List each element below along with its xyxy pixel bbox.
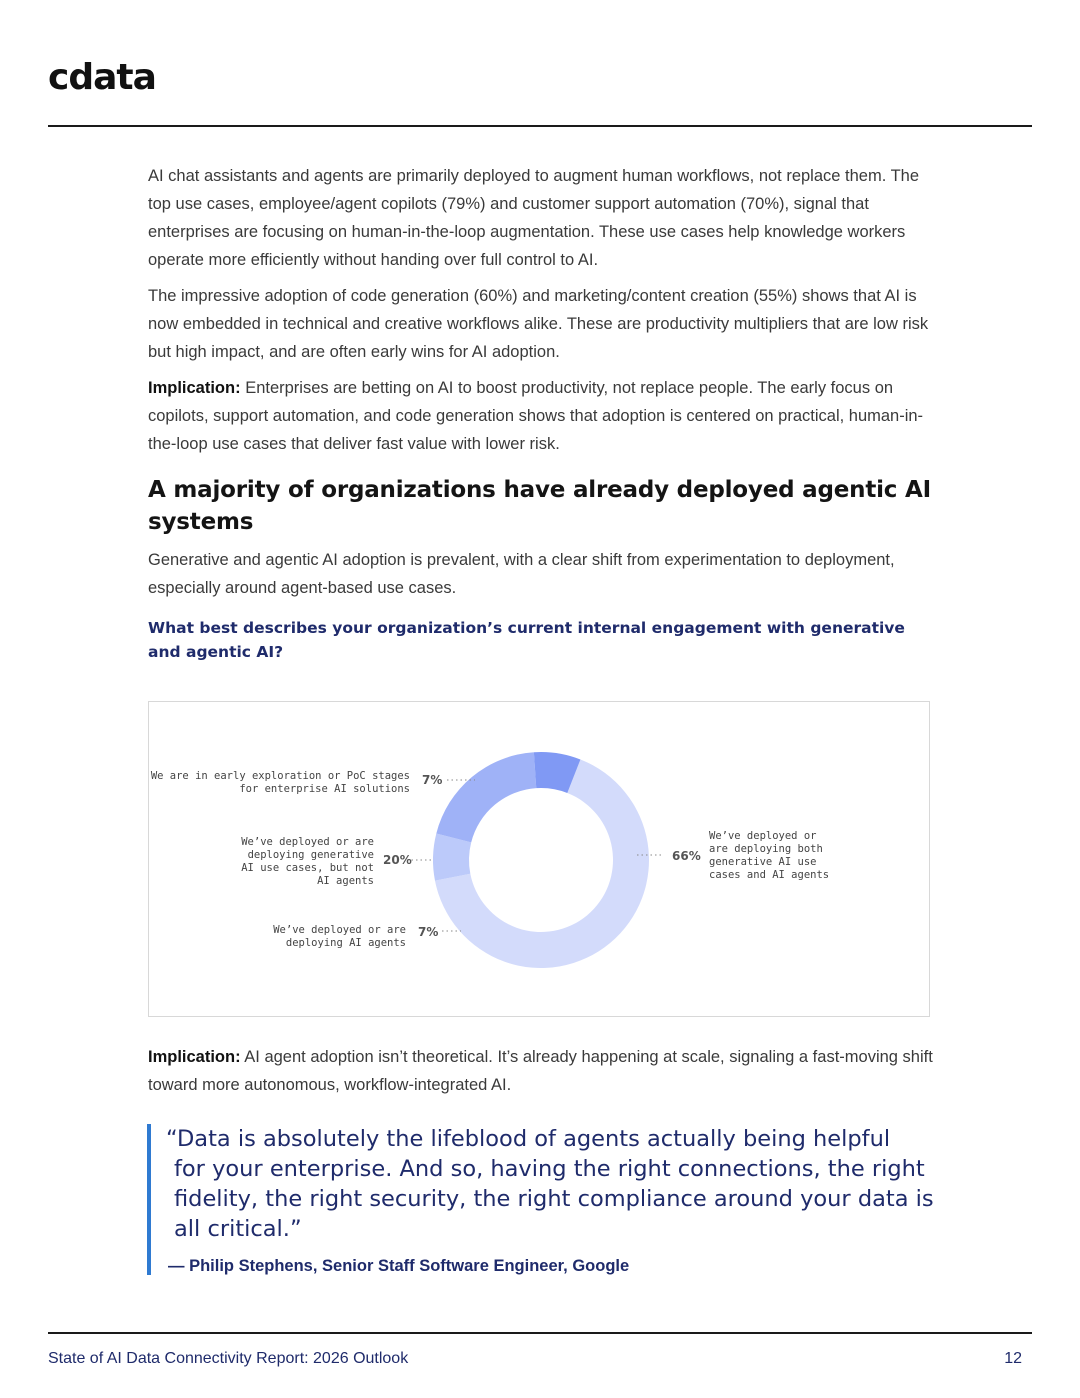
pct-early-exploration: 7%	[422, 773, 443, 787]
quote-line: all critical.”	[174, 1216, 302, 1242]
paragraph-2: The impressive adoption of code generation (60%) and marketing/content creation (55%) shows that AI is now embedded in technical and creative workflows alike. These are productivity multipliers that are low risk but high impact, and are often early wins for AI adoption.	[148, 287, 929, 361]
implication-paragraph-2	[148, 1043, 938, 1107]
quote-line: “Data is absolutely the lifeblood of agents actually being helpful	[166, 1126, 891, 1152]
pull-quote	[166, 1124, 946, 1244]
label-both: We’ve deployed or are deploying both generative AI use cases and AI agents	[709, 830, 830, 881]
section-heading: A majority of organizations have already deployed agentic AI systems	[148, 477, 931, 535]
footer-divider	[48, 1332, 1032, 1334]
paragraph-1: AI chat assistants and agents are primarily deployed to augment human workflows, not replace them. The top use cases, employee/agent copilots (79%) and customer support automation (70%), signal that enterprises are focusing on human-in-the-loop augmentation. These use cases help knowledge workers operate more efficiently without handing over full control to AI.	[148, 167, 920, 269]
label-generative-only: We’ve deployed or are deploying generative AI use cases, but not AI agents	[241, 836, 374, 887]
pct-agents-only: 7%	[418, 925, 439, 939]
slice-generative-only	[436, 752, 536, 842]
label-agents-only: We’ve deployed or are deploying AI agents	[273, 924, 406, 949]
implication-label-2: Implication:	[148, 1048, 241, 1066]
cdata-logo	[48, 58, 156, 98]
header-divider	[48, 125, 1032, 127]
pct-both: 66%	[672, 849, 701, 863]
implication-label: Implication:	[148, 379, 241, 397]
quote-line: for your enterprise. And so, having the right connections, the right	[174, 1156, 925, 1182]
page-number: 12	[1004, 1350, 1022, 1367]
section-intro: Generative and agentic AI adoption is prevalent, with a clear shift from experimentation to deployment, especially around agent-based use cases.	[148, 551, 895, 597]
implication-text: Enterprises are betting on AI to boost productivity, not replace people. The early focus on copilots, support automation, and code generation shows that adoption is centered on practical, human-in-the-loop use cases that deliver fast value with lower risk.	[148, 379, 924, 453]
footer-report-title: State of AI Data Connectivity Report: 2026 Outlook	[48, 1350, 409, 1367]
survey-question: What best describes your organization’s current internal engagement with generative and agentic AI?	[148, 619, 905, 661]
donut-chart-panel	[148, 701, 930, 1017]
quote-line: fidelity, the right security, the right compliance around your data is	[174, 1186, 934, 1212]
pct-generative-only: 20%	[383, 853, 412, 867]
label-early-exploration: We are in early exploration or PoC stages for enterprise AI solutions	[150, 770, 410, 795]
quote-attribution: — Philip Stephens, Senior Staff Software Engineer, Google	[168, 1257, 630, 1275]
implication-paragraph-1	[148, 374, 938, 458]
quote-accent-bar	[147, 1124, 151, 1275]
main-content	[148, 162, 938, 664]
logo-text: cdata	[48, 57, 156, 98]
implication-text-2: AI agent adoption isn’t theoretical. It’s already happening at scale, signaling a fast-moving shift toward more autonomous, workflow-integrated AI.	[148, 1048, 933, 1094]
